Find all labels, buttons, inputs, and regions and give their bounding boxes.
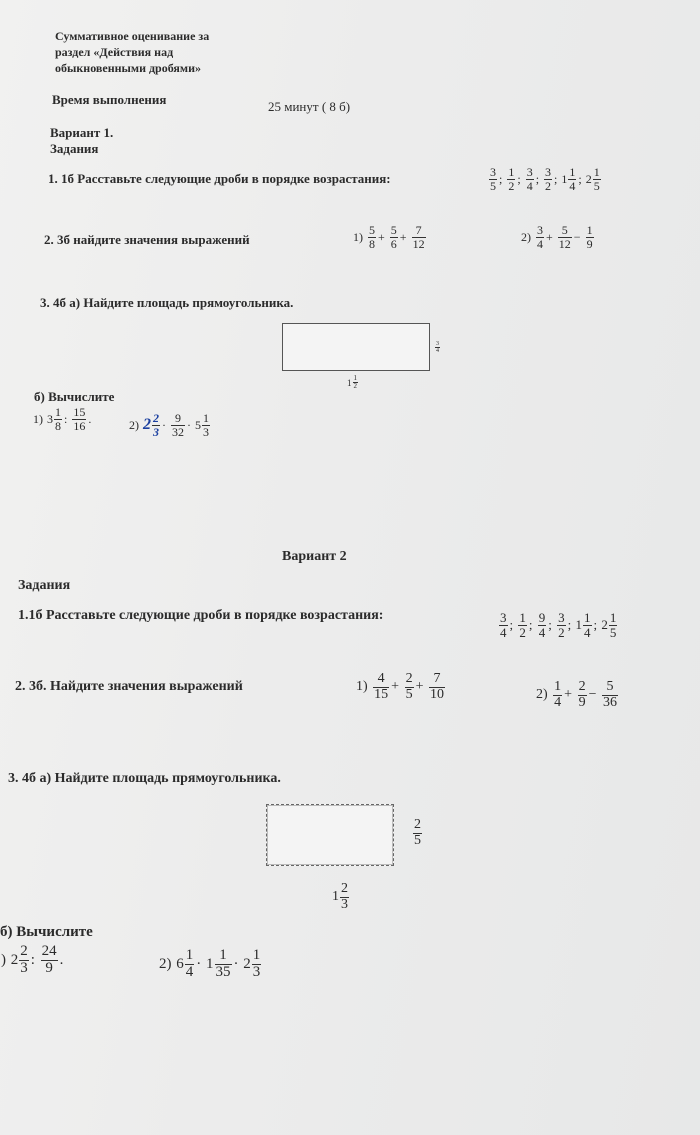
v2-task3b-label: б) Вычислите	[0, 924, 93, 940]
v1-task3b-expr1: 1) 3 $\frac{1}{8}$ : $\frac{15}{16}$ .	[33, 405, 92, 433]
v1-rect-side-label: $\frac{3}{4}$	[436, 341, 439, 355]
v1-task2-expr2: 2) $\frac{3}{4}$ + $\frac{5}{12}$ − $\frac{1}{9}$	[521, 223, 593, 251]
v2-rect-bottom-label: 1 $\frac{2}{3}$	[332, 881, 348, 912]
time-value: 25 минут ( 8 б)	[268, 99, 351, 114]
v2-task2-expr1: 1) $\frac{4}{15}$ + $\frac{2}{5}$ + $\frac{7}{10}$	[356, 671, 444, 702]
v1-task1-label: 1. 1б Расставьте следующие дроби в порядке возрастания:	[48, 171, 391, 186]
variant1-tasks-label: Задания	[50, 141, 99, 156]
v2-task1-label: 1.1б Расставьте следующие дроби в порядке возрастания:	[18, 608, 384, 623]
v2-task3-label: 3. 4б а) Найдите площадь прямоугольника.	[8, 771, 281, 786]
fraction: $\frac{3}{4}$	[526, 165, 533, 193]
v1-rect-bottom-label: 1 $\frac{1}{2}$	[347, 374, 357, 391]
time-label: Время выполнения	[52, 92, 167, 107]
v1-rectangle	[282, 323, 430, 371]
v2-task2-label: 2. 3б. Найдите значения выражений	[15, 679, 243, 694]
v2-task1-fractions: $\frac{3}{4}$ ; $\frac{1}{2}$ ; $\frac{9}{4}$ ; $\frac{3}{2}$ ; 1 $\frac{1}{4}$ ; 2 $\frac{1}{5}$	[500, 610, 617, 640]
v1-task1-fractions: $\frac{3}{5}$ ; $\frac{1}{2}$ ; $\frac{3}{4}$ ; $\frac{3}{2}$ ; 1 $\frac{1}{4}$ ; 2 $\frac{1}{5}$	[490, 165, 600, 193]
v1-task3b-label: б) Вычислите	[34, 389, 115, 404]
fraction: $\frac{3}{5}$	[490, 165, 496, 193]
fraction: $\frac{1}{2}$	[508, 165, 515, 193]
v2-rect-side-label: $\frac{2}{5}$	[414, 817, 421, 848]
fraction: $\frac{1}{5}$	[593, 165, 600, 193]
v2-task2-expr2: 2) $\frac{1}{4}$ + $\frac{2}{9}$ − $\frac{5}{36}$	[536, 679, 617, 710]
v2-task3b-expr1: ) 2 $\frac{2}{3}$ : $\frac{24}{9}$ .	[1, 943, 64, 976]
header-line-1: Суммативное оценивание за	[55, 29, 210, 43]
v2-rectangle	[266, 804, 394, 866]
v1-task3-label: 3. 4б а) Найдите площадь прямоугольника.	[40, 295, 294, 310]
variant2-tasks-label: Задания	[18, 578, 71, 593]
fraction: $\frac{3}{2}$	[545, 165, 552, 193]
variant1-title: Вариант 1.	[50, 125, 114, 140]
header-line-3: обыкновенными дробями»	[55, 61, 202, 75]
variant2-title: Вариант 2	[282, 549, 347, 564]
v1-task2-label: 2. 3б найдите значения выражений	[44, 232, 250, 247]
v1-task2-expr1: 1) $\frac{5}{8}$ + $\frac{5}{6}$ + $\frac{7}{12}$	[353, 223, 425, 251]
fraction: $\frac{1}{4}$	[569, 165, 576, 193]
header-line-2: раздел «Действия над	[55, 45, 174, 59]
v2-task3b-expr2: 2) 6 $\frac{1}{4}$ · 1 $\frac{1}{35}$ · 2 $\frac{1}{3}$	[159, 947, 261, 980]
v1-task3b-expr2: 2) 2 $\frac{2}{3}$ · $\frac{9}{32}$ · 5 $\frac{1}{3}$	[129, 411, 209, 439]
